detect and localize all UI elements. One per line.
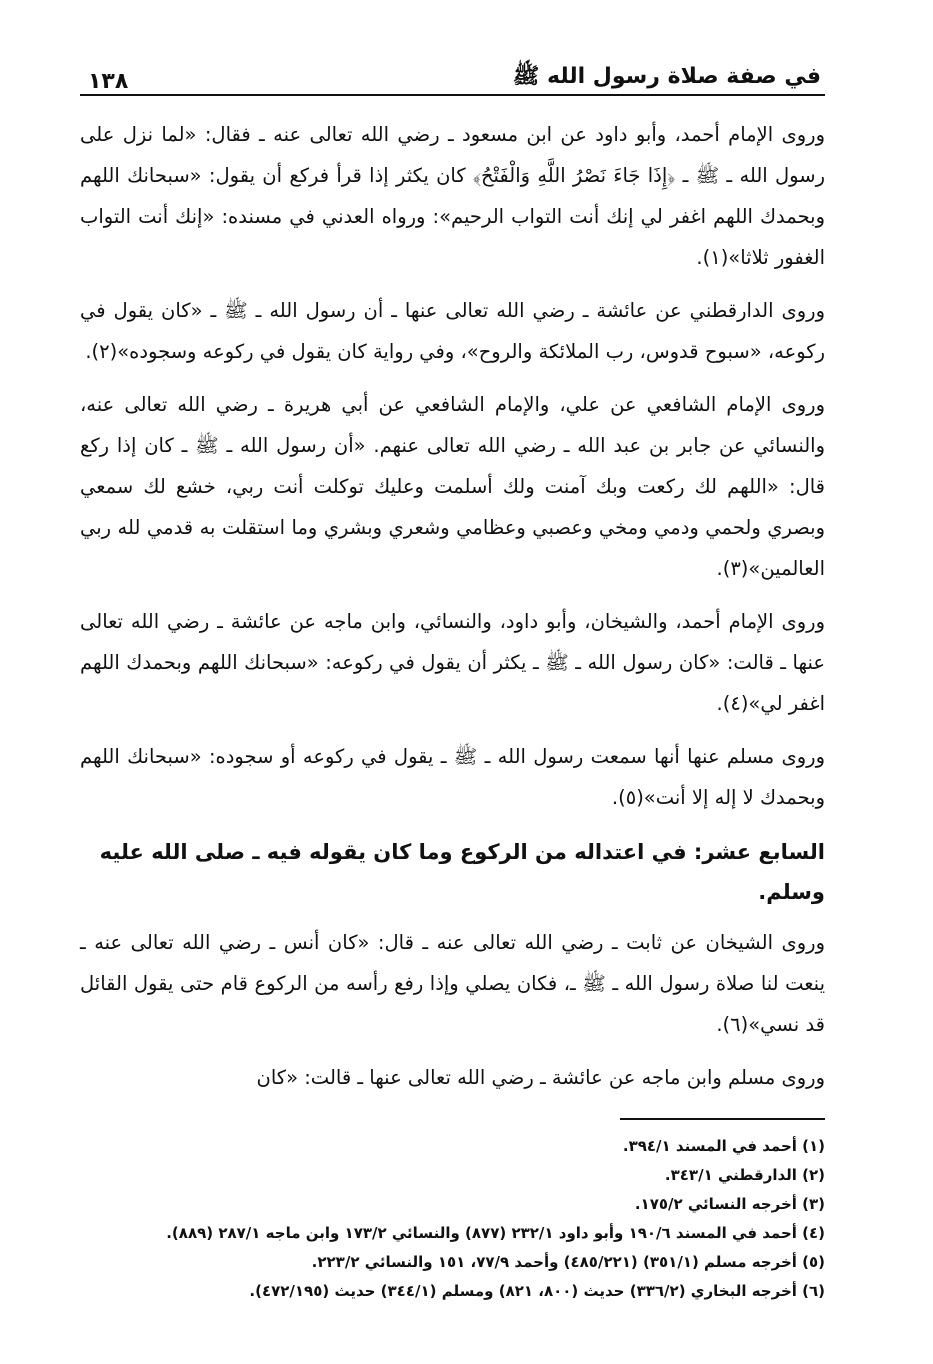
paragraph: وروى الإمام أحمد، وأبو داود عن ابن مسعود ـ رضي الله تعالى عنه ـ فقال: «لما نزل على رسول الله ـ ﷺ ـ ﴿إِذَا جَاءَ نَصْرُ اللَّهِ وَالْفَتْحُ﴾ كان يكثر إذا قرأ فركع أن يقول: «سبحانك اللهم وبحمدك اللهم اغفر لي إنك أنت التواب الرحيم»: ورواه العدني في مسنده: «إنك أنت التواب الغفور ثلاثا»(١). xyxy=(80,123,825,269)
running-header xyxy=(80,50,825,96)
footnote: (٦) أخرجه البخاري (٣٣٦/٢) حديث (٨٠٠، ٨٢١) ومسلم (٣٤٤/١) حديث (٤٧٢/١٩٥). xyxy=(249,1282,825,1300)
paragraph: وروى مسلم وابن ماجه عن عائشة ـ رضي الله تعالى عنها ـ قالت: «كان xyxy=(256,1066,825,1089)
paragraph: وروى الإمام الشافعي عن علي، والإمام الشافعي عن أبي هريرة ـ رضي الله تعالى عنه، والنسائي عن جابر بن عبد الله ـ رضي الله تعالى عنهم. «أن رسول الله ـ ﷺ ـ كان إذا ركع قال: «اللهم لك ركعت وبك آمنت ولك أسلمت وعليك توكلت أنت ربي، خشع لك سمعي وبصري ولحمي ودمي ومخي وعصبي وعظامي وشعري وبشري وما استقلت به قدمي لله ربي العالمين»(٣). xyxy=(80,393,825,580)
page-number: ١٣٨ xyxy=(88,69,129,94)
footnote: (٣) أخرجه النسائي ١٧٥/٢. xyxy=(634,1195,825,1213)
paragraph: وروى الدارقطني عن عائشة ـ رضي الله تعالى عنها ـ أن رسول الله ـ ﷺ ـ «كان يقول في ركوعه، «سبوح قدوس، رب الملائكة والروح»، وفي رواية كان يقول في ركوعه وسجوده»(٢). xyxy=(80,299,825,363)
footnotes xyxy=(80,1118,825,1306)
paragraph: وروى الإمام أحمد، والشيخان، وأبو داود، والنسائي، وابن ماجه عن عائشة ـ رضي الله تعالى عنها ـ قالت: «كان رسول الله ـ ﷺ ـ يكثر أن يقول في ركوعه: «سبحانك اللهم وبحمدك اللهم اغفر لي»(٤). xyxy=(80,610,825,715)
section-heading: السابع عشر: في اعتداله من الركوع وما كان يقوله فيه ـ صلى الله عليه وسلم. xyxy=(99,840,825,904)
footnote: (٢) الدارقطني ٣٤٣/١. xyxy=(664,1166,825,1184)
paragraph: وروى الشيخان عن ثابت ـ رضي الله تعالى عنه ـ قال: «كان أنس ـ رضي الله تعالى عنه ـ ينعت لنا صلاة رسول الله ـ ﷺ ـ، فكان يصلي وإذا رفع رأسه من الركوع قام حتى يقول القائل قد نسي»(٦). xyxy=(80,931,825,1036)
footnote: (٥) أخرجه مسلم (٣٥١/١) (٤٨٥/٢٢١) وأحمد ٧٧/٩، ١٥١ والنسائي ٢٢٣/٢. xyxy=(311,1253,825,1271)
paragraph: وروى مسلم عنها أنها سمعت رسول الله ـ ﷺ ـ يقول في ركوعه أو سجوده: «سبحانك اللهم وبحمدك لا إله إلا أنت»(٥). xyxy=(80,745,825,809)
main-text xyxy=(80,114,825,1098)
footnote: (٤) أحمد في المسند ١٩٠/٦ وأبو داود ٢٣٢/١ (٨٧٧) والنسائي ١٧٣/٢ وابن ماجه ٢٨٧/١ (٨٨٩). xyxy=(166,1224,825,1242)
book-page xyxy=(80,50,825,1340)
footnote-separator xyxy=(620,1118,825,1120)
running-title: في صفة صلاة رسول الله ﷺ xyxy=(512,64,821,89)
footnote: (١) أحمد في المسند ٣٩٤/١. xyxy=(622,1137,825,1155)
